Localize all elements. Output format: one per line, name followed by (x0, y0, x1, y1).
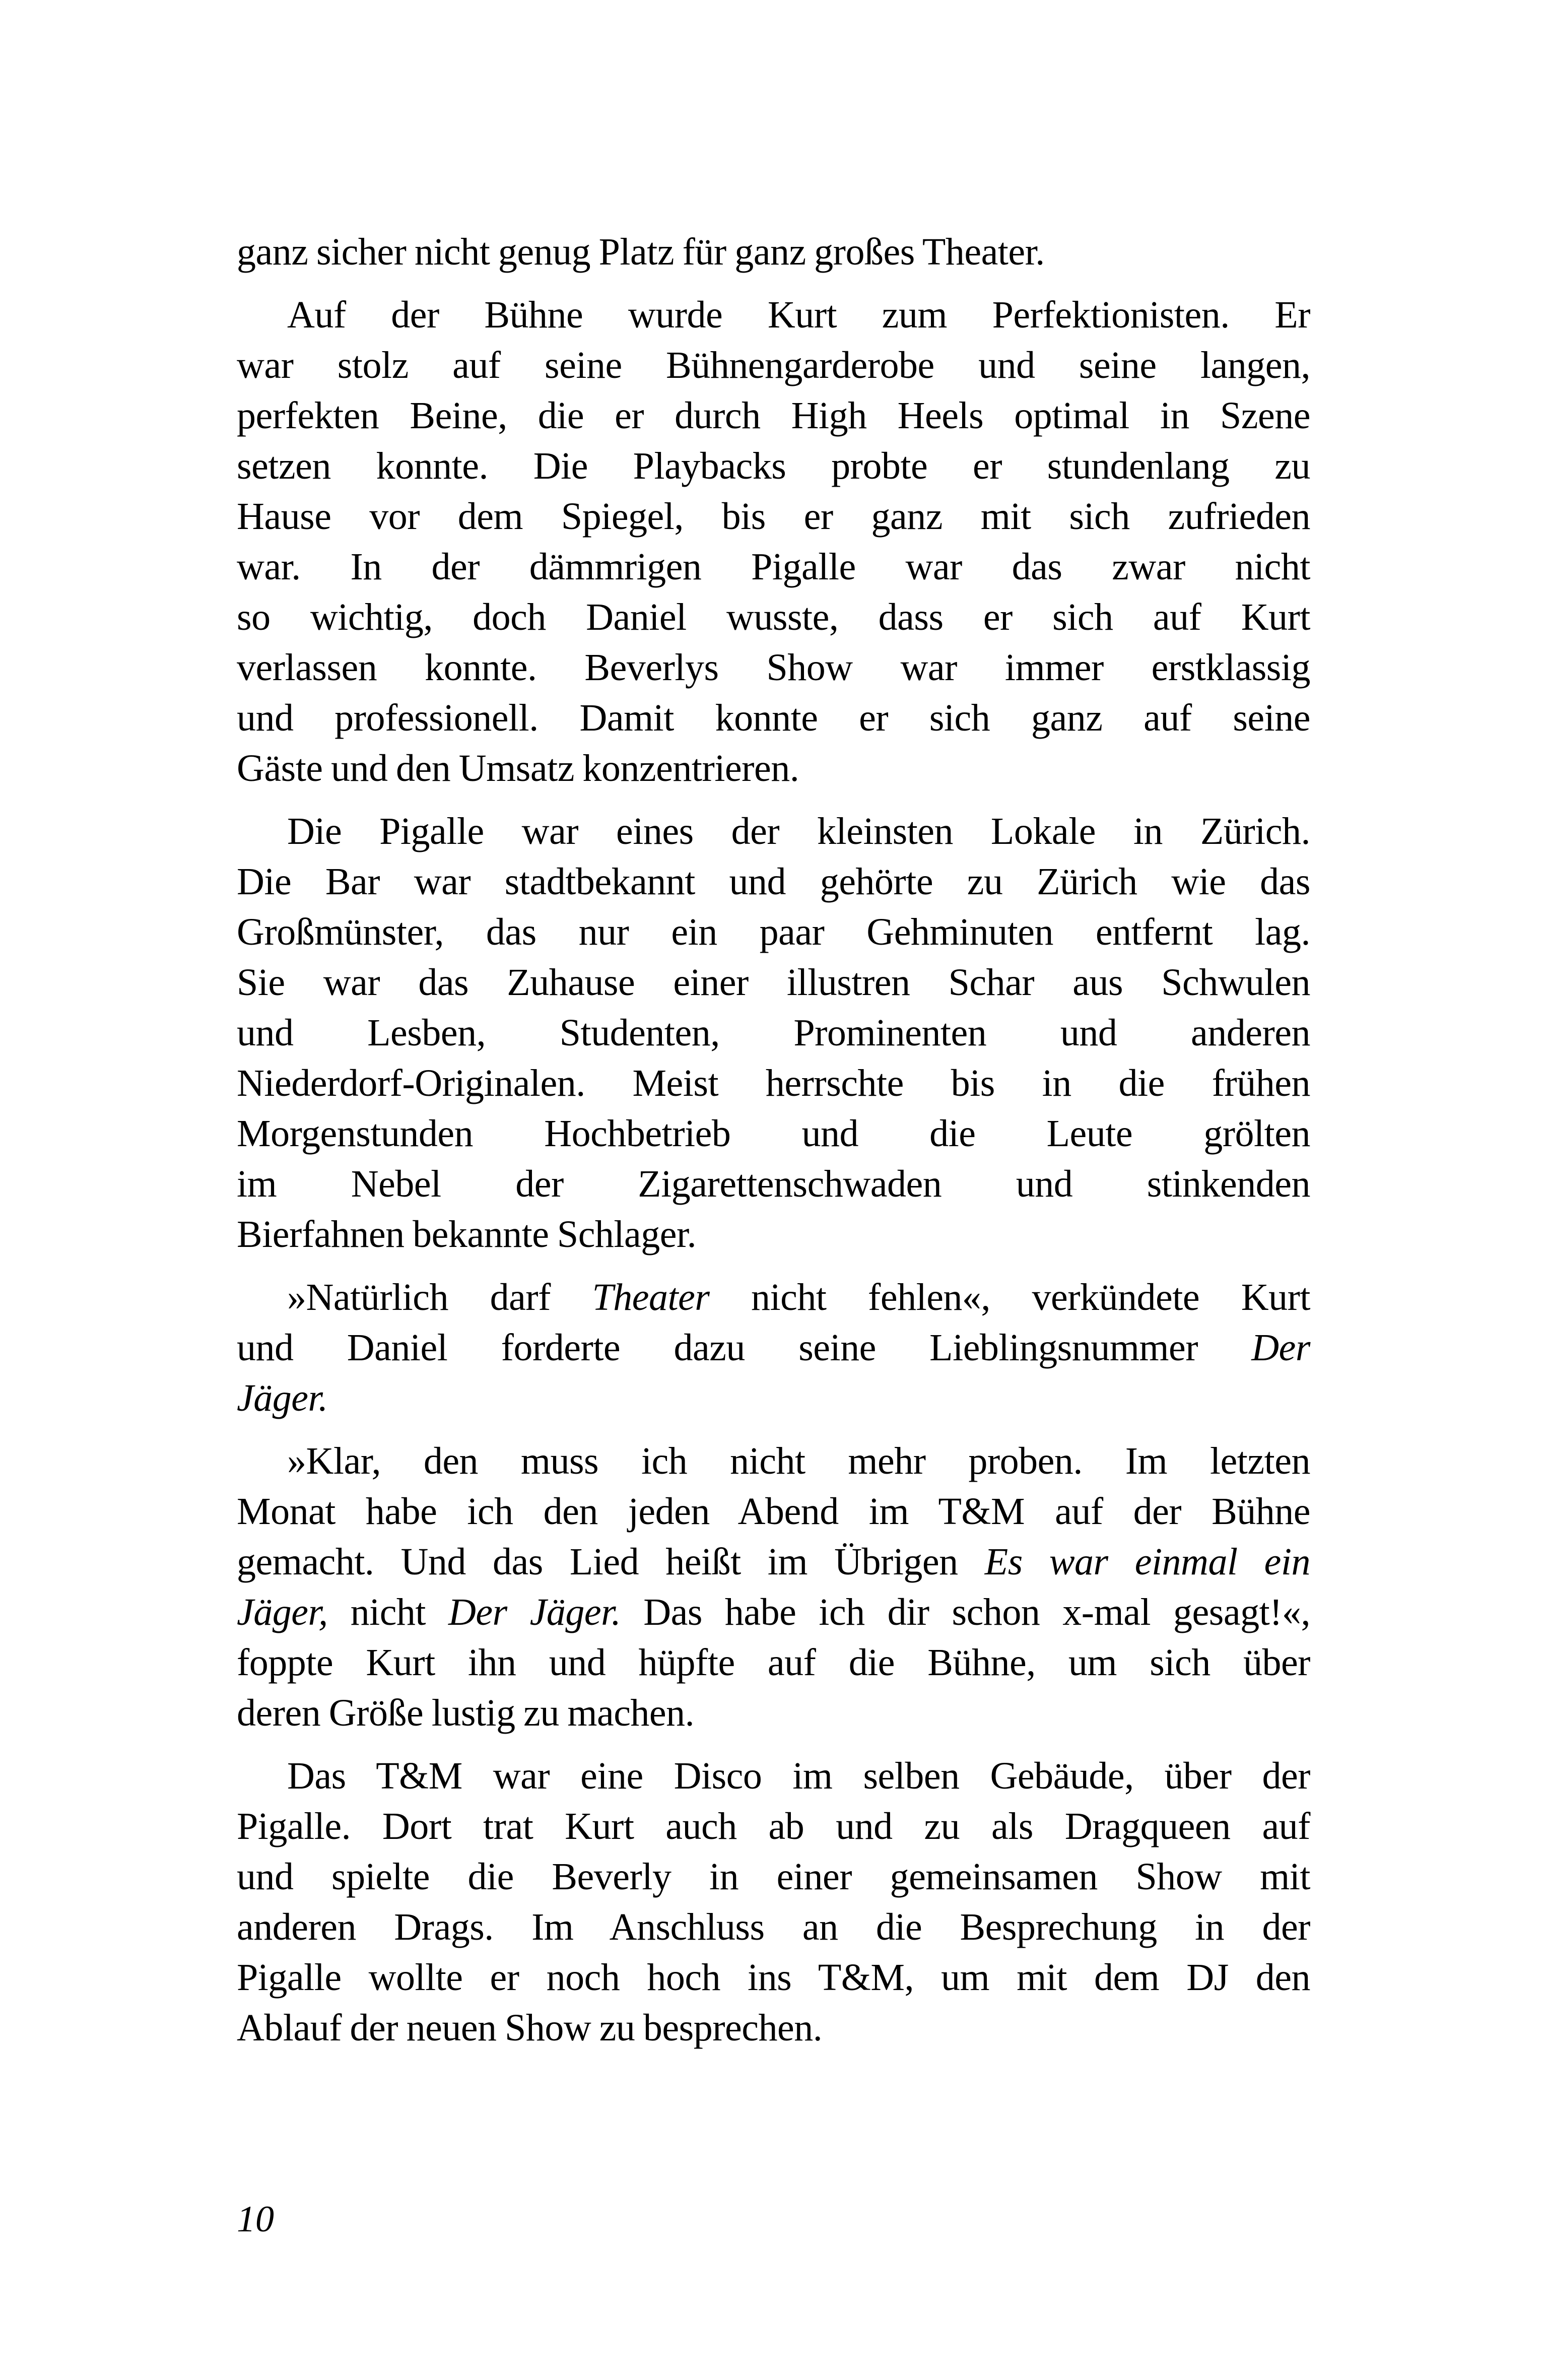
paragraph (237, 1272, 1310, 1423)
text-segment: Monat habe ich den jeden Abend im T&M auf der Bühne (237, 1490, 1310, 1533)
paragraph (237, 290, 1310, 794)
page-number: 10 (237, 2199, 274, 2240)
text-line (237, 1373, 1310, 1423)
text-line (237, 1486, 1310, 1537)
text-segment: Die Bar war stadtbekannt und gehörte zu Zürich wie das (237, 861, 1310, 903)
text-segment: nicht (327, 1591, 449, 1633)
text-line (237, 491, 1310, 542)
text-line (237, 1323, 1310, 1373)
text-segment: Das T&M war eine Disco im selben Gebäude, über der (287, 1755, 1310, 1797)
text-segment: Sie war das Zuhause einer illustren Schar aus Schwulen (237, 961, 1310, 1004)
text-line (237, 1436, 1310, 1486)
text-segment: so wichtig, doch Daniel wusste, dass er sich auf Kurt (237, 596, 1310, 638)
text-segment: Hause vor dem Spiegel, bis er ganz mit sich zufrieden (237, 495, 1310, 538)
text-segment: Ablauf der neuen Show zu besprechen. (237, 2007, 823, 2049)
text-segment: Gäste und den Umsatz konzentrieren. (237, 747, 799, 789)
text-line (237, 957, 1310, 1008)
text-line (237, 290, 1310, 340)
text-segment: foppte Kurt ihn und hüpfte auf die Bühne, um sich über (237, 1641, 1310, 1684)
text-segment: und spielte die Beverly in einer gemeinsamen Show mit (237, 1856, 1310, 1898)
text-segment: nicht fehlen«, verkündete Kurt (709, 1276, 1310, 1318)
text-segment: Bierfahnen bekannte Schlager. (237, 1213, 697, 1255)
text-segment: ganz sicher nicht genug Platz für ganz großes Theater. (237, 231, 1045, 273)
text-segment: deren Größe lustig zu machen. (237, 1692, 695, 1734)
text-line (237, 856, 1310, 907)
text-line (237, 1272, 1310, 1323)
text-segment: Pigalle. Dort trat Kurt auch ab und zu als Dragqueen auf (237, 1805, 1310, 1847)
text-line (237, 1801, 1310, 1852)
text-segment: und professionell. Damit konnte er sich ganz auf seine (237, 697, 1310, 739)
text-segment: gemacht. Und das Lied heißt im Übrigen (237, 1541, 985, 1583)
text-segment: war. In der dämmrigen Pigalle war das zwar nicht (237, 546, 1310, 588)
text-line (237, 1637, 1310, 1688)
italic-text-segment: Es war einmal ein (984, 1541, 1310, 1583)
italic-text-segment: Jäger, (237, 1591, 328, 1633)
text-line (237, 441, 1310, 491)
text-line (237, 227, 1310, 277)
text-line (237, 1537, 1310, 1587)
text-line (237, 743, 1310, 794)
text-line (237, 806, 1310, 856)
italic-text-segment: Jäger. (237, 1377, 328, 1419)
text-segment: Auf der Bühne wurde Kurt zum Perfektionisten. Er (287, 294, 1310, 336)
text-segment: und Lesben, Studenten, Prominenten und anderen (237, 1012, 1310, 1054)
paragraph (237, 1751, 1310, 2053)
text-segment: Niederdorf-Originalen. Meist herrschte bis in die frühen (237, 1062, 1310, 1104)
text-line (237, 1159, 1310, 1209)
text-line (237, 1688, 1310, 1738)
text-segment: perfekten Beine, die er durch High Heels optimal in Szene (237, 394, 1310, 437)
text-segment: Das habe ich dir schon x-mal gesagt!«, (621, 1591, 1310, 1633)
text-line (237, 2003, 1310, 2053)
text-segment: setzen konnte. Die Playbacks probte er stundenlang zu (237, 445, 1310, 487)
italic-text-segment: Der (1251, 1327, 1310, 1369)
text-segment: Die Pigalle war eines der kleinsten Lokale in Zürich. (287, 810, 1310, 852)
text-line (237, 340, 1310, 390)
text-line (237, 907, 1310, 957)
text-line (237, 642, 1310, 693)
paragraph (237, 1436, 1310, 1738)
text-line (237, 1108, 1310, 1159)
text-segment: war stolz auf seine Bühnengarderobe und seine langen, (237, 344, 1310, 386)
text-segment: Pigalle wollte er noch hoch ins T&M, um mit dem DJ den (237, 1956, 1310, 1999)
text-segment: Großmünster, das nur ein paar Gehminuten entfernt lag. (237, 911, 1310, 953)
text-line (237, 1008, 1310, 1058)
italic-text-segment: Der Jäger. (448, 1591, 621, 1633)
text-line (237, 592, 1310, 642)
text-line (237, 1952, 1310, 2003)
text-segment: anderen Drags. Im Anschluss an die Besprechung in der (237, 1906, 1310, 1948)
paragraph (237, 227, 1310, 277)
text-line (237, 1587, 1310, 1637)
text-line (237, 1751, 1310, 1801)
paragraph (237, 806, 1310, 1260)
text-line (237, 1209, 1310, 1260)
text-line (237, 693, 1310, 743)
text-segment: verlassen konnte. Beverlys Show war immer erstklassig (237, 646, 1310, 689)
text-line (237, 390, 1310, 441)
text-line (237, 1058, 1310, 1108)
text-segment: Morgenstunden Hochbetrieb und die Leute grölten (237, 1112, 1310, 1155)
text-segment: und Daniel forderte dazu seine Lieblingsnummer (237, 1327, 1252, 1369)
text-line (237, 1852, 1310, 1902)
text-segment: »Natürlich darf (287, 1276, 592, 1318)
text-segment: »Klar, den muss ich nicht mehr proben. Im letzten (287, 1440, 1310, 1482)
text-segment: im Nebel der Zigarettenschwaden und stinkenden (237, 1163, 1310, 1205)
italic-text-segment: Theater (592, 1276, 710, 1318)
body-text (237, 227, 1310, 2053)
text-line (237, 542, 1310, 592)
text-line (237, 1902, 1310, 1952)
